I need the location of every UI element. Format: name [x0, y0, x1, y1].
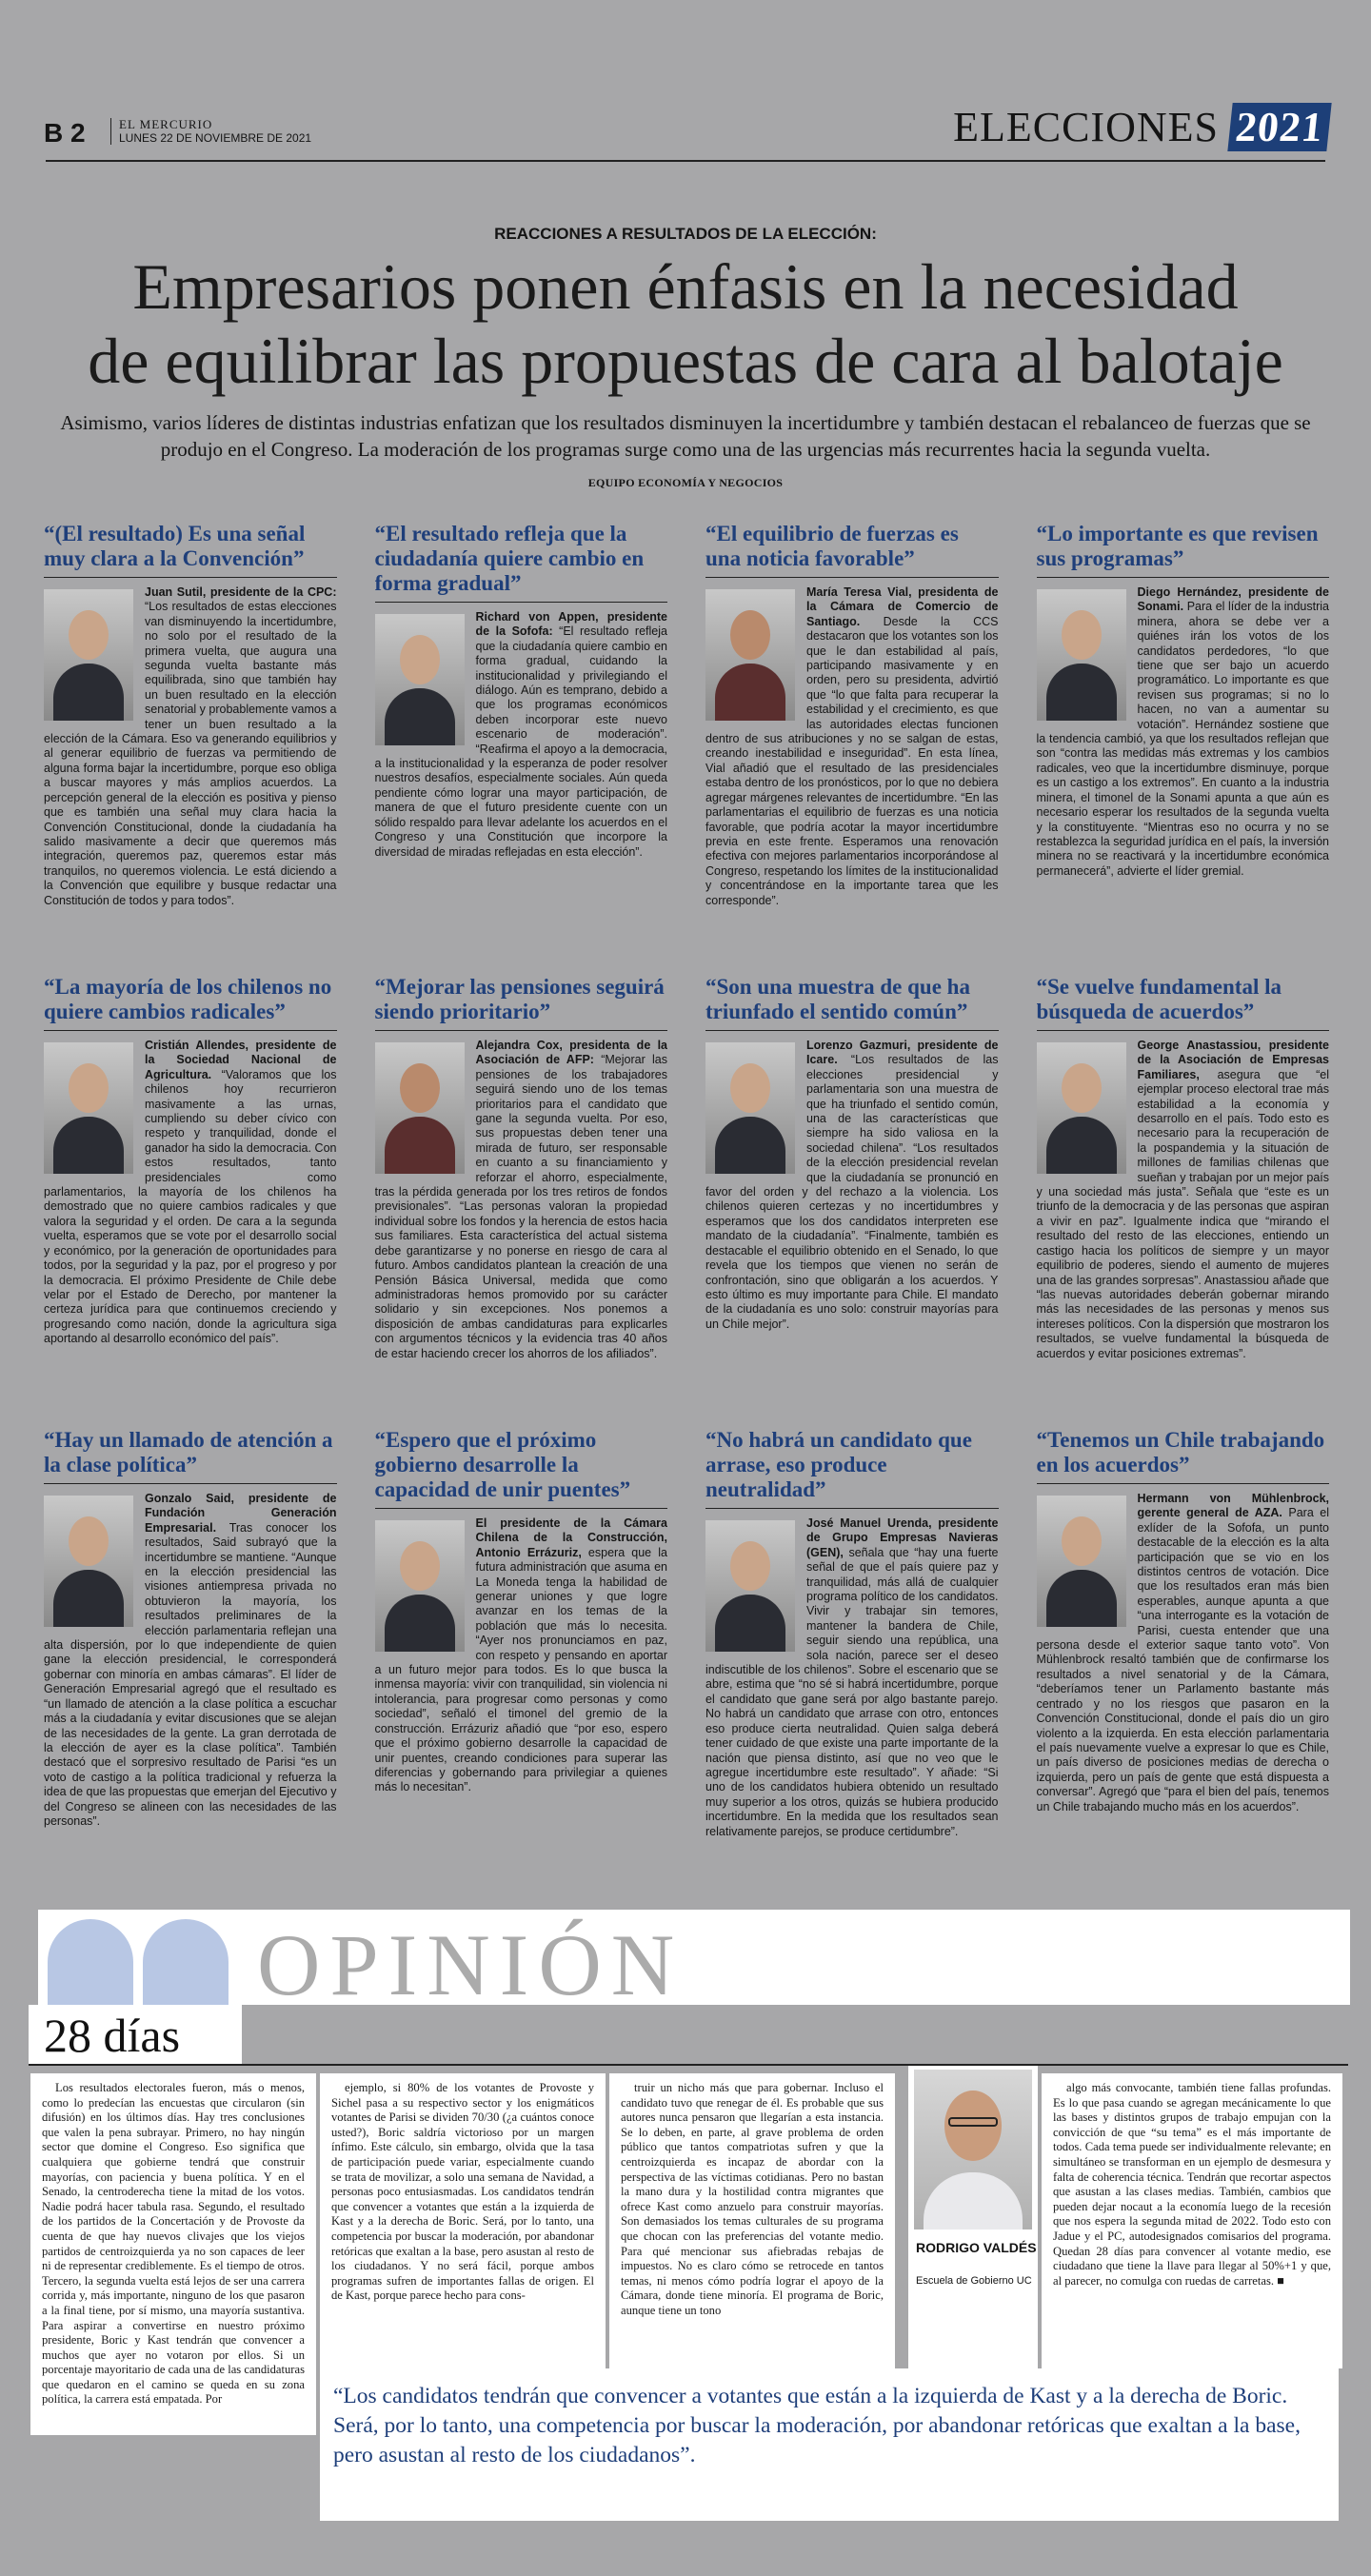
card-text: George Anastassiou, presidente de la Asociación de Empresas Familiares, asegura que “el ejemplar proceso electoral trae más estabilidad a la economía y desarrollo en el país. Todo esto es necesario para la recuperación de la pospandemia y la situación de millones de familias chilenas que sueñan y trabajan por un mejor país y una sociedad más justa”. Señala que “este es un triunfo de la democracia y de las personas que aspiran a vivir en paz”. Igualmente indica que “mirando el resultado del resto de las elecciones, entiendo un castigo hacia los políticos de siempre y un mayor equilibrio de poderes, siendo el aumento de mujeres una de las grandes sorpresas”. Anastassiou añade que “las nuevas autoridades deberán gobernar mirando más las necesidades de las personas y menos sus intereses políticos. Con la dispersión que mostraron los resultados, se vuelve fundamental la búsqueda de acuerdos y evitar posiciones extremas”.: [1036, 1039, 1329, 1360]
card-quote: “Son una muestra de que ha triunfado el sentido común”: [705, 975, 999, 1031]
opinion-column-1: Los resultados electorales fueron, más o menos, como lo predecían las encuestas que circularon (sin difusión) en los últimos días. Hay tres conclusiones que valen la pena subrayar. Primero, no hay ningún sector que domine el Congreso. Eso significa que cualquiera que gobierne tendrá que construir mayorías, con paciencia y buena política. Y en el Senado, la centroderecha tiene la mitad de los votos. Nadie podrá hacer tabula rasa. Segundo, el resultado de los partidos de la Concertación y de Provoste da cuenta de que hay nuevos clivajes que los viejos partidos de centroizquierda ya no son capaces de leer ni de representar crediblemente. Es el tiempo de otros. Tercero, la segunda vuelta está lejos de ser una carrera corrida y, más importante, ninguno de los que pasaron a la final tiene, por sí mismo, una mayoría sustantiva. Para aspirar a convertirse en nuestro próximo presidente, Boric y Kast tendrán que convencer a muchos que ayer no votaron por ellos. Si un porcentaje mayoritario de cada una de las candidaturas que quedaron en el camino se queda en su zona política, la carrera está empatada. Por: [30, 2073, 316, 2435]
card-quote: “El equilibrio de fuerzas es una noticia favorable”: [705, 522, 999, 578]
reaction-card: [375, 975, 668, 1428]
deck: Asimismo, varios líderes de distintas industrias enfatizan que los resultados disminuyen la incertidumbre y también destacan el rebalanceo de fuerzas que se produjo en el Congreso. La moderación de los programas surge como una de las urgencias más recurrentes hacia la segunda vuelta.: [60, 411, 1311, 461]
card-text: Diego Hernández, presidente de Sonami. Para el líder de la industria minera, ahora se debe ver a quiénes irán los votos de los candidatos perdedores, “lo que tiene que ser bajo un acuerdo programático. Lo importante es que revisen sus programas; si no lo hacen, no van a aumentar su votación”. Hernández sostiene que la tendencia cambió, ya que los resultados reflejan que son “contra las medidas más extremas y los cambios radicales, veo que la incertidumbre disminuye, porque es un castigo a los extremos”. En cuanto a la industria minera, el timonel de la Sonami apunta a que aún es necesario esperar los resultados de la segunda vuelta y la constituyente. “Mientras eso no ocurra y no se restablezca la seguridad jurídica en el país, la inversión minera no se reactivará y la incertidumbre económica permanecerá”, advierte el líder gremial.: [1036, 585, 1329, 878]
card-text: El presidente de la Cámara Chilena de la Construcción, Antonio Errázuriz, espera que la futura administración que asuma en La Moneda tenga la habilidad de generar uniones y que logre avanzar en los temas de la población que más lo necesita. “Ayer nos pronunciamos en paz, con respeto y pensando en aportar a un futuro mejor para todos. Es lo que busca la inmensa mayoría: vivir con tranquilidad, sin violencia ni intolerancia, para progresar como personas y como sociedad”, señaló el timonel del gremio de la construcción. Errázuriz añadió que “por eso, espero que el próximo gobierno desarrolle la capacidad de unir puentes, creando condiciones para superar las diferencias y gobernando para privilegiar a quienes más lo necesitan”.: [374, 1516, 667, 1794]
card-quote: “(El resultado) Es una señal muy clara a la Convención”: [44, 522, 337, 578]
portrait-photo: [705, 1042, 795, 1174]
reaction-card: [44, 522, 337, 975]
portrait-photo: [705, 589, 795, 721]
section-year: 2021: [1227, 103, 1331, 151]
reaction-card: [1037, 522, 1330, 975]
byline: EQUIPO ECONOMÍA Y NEGOCIOS: [587, 476, 784, 489]
card-source: George Anastassiou, presidente de la Asociación de Empresas Familiares,: [1137, 1039, 1329, 1081]
reaction-card: [705, 975, 999, 1428]
opinion-rule: [29, 2064, 1348, 2066]
portrait-photo: [705, 1520, 795, 1652]
card-quote: “Mejorar las pensiones seguirá siendo prioritario”: [375, 975, 668, 1031]
author-photo: [914, 2070, 1032, 2229]
reaction-card: [44, 975, 337, 1428]
card-quote: “Tenemos un Chile trabajando en los acuerdos”: [1037, 1428, 1330, 1484]
card-quote: “No habrá un candidato que arrase, eso produce neutralidad”: [705, 1428, 999, 1509]
reaction-card: [1037, 975, 1330, 1428]
card-quote: “Lo importante es que revisen sus programas”: [1037, 522, 1330, 578]
header-rule: [46, 160, 1325, 162]
card-quote: “La mayoría de los chilenos no quiere cambios radicales”: [44, 975, 337, 1031]
opinion-banner: [38, 1910, 1350, 2005]
author-affiliation: Escuela de Gobierno UC: [916, 2275, 1032, 2287]
reaction-card: [375, 522, 668, 975]
card-source: Alejandra Cox, presidenta de la Asociación de AFP:: [475, 1039, 667, 1067]
section-title: [953, 103, 1329, 151]
reaction-card: [1037, 1428, 1330, 1881]
card-source: El presidente de la Cámara Chilena de la Construcción, Antonio Errázuriz,: [475, 1516, 667, 1559]
opinion-logo-icon: [48, 1919, 257, 2005]
card-text: Lorenzo Gazmuri, presidente de Icare. “Los resultados de las elecciones presidencial y parlamentaria son una muestra de que ha triunfado el sentido común, una de las características que siempre ha sido valiosa en la sociedad chilena”. “Los resultados de la elección presidencial revelan que la ciudadanía se pronunció en favor del orden y del rechazo a la violencia. Los chilenos quieren certezas y no incertidumbres y esperamos que los dos candidatos interpreten ese mandato de la ciudadanía”. “Finalmente, también es destacable el equilibrio obtenido en el Senado, lo que revela que los tiempos que vienen no serán de confrontación, sino que obligarán a los acuerdos. Y esto último es muy importante para Chile. El mandato de la ciudadanía es uno solo: construir mayorías para un Chile mejor”.: [705, 1039, 999, 1331]
page-number: B 2: [44, 118, 86, 148]
card-text: Cristián Allendes, presidente de la Sociedad Nacional de Agricultura. “Valoramos que los chilenos hoy recurrieron masivamente a las urnas, cumpliendo su deber cívico con respeto y tranquilidad, donde el ganador ha sido la democracia. Con estos resultados, tanto presidenciales como parlamentarios, la mayoría de los chilenos ha demostrado que no quiere cambios radicales y que valora la seguridad y el orden. De cara a la segunda vuelta, esperamos que se vote por el desarrollo social y económico, por la generación de oportunidades para todos, por la seguridad y la paz, por el progreso y por la democracia. El próximo Presidente de Chile debe velar por el Estado de Derecho, por mantener la certeza jurídica para que continuemos creciendo y progresando como nación, donde la agricultura siga aportando al desarrollo económico del país”.: [44, 1039, 337, 1346]
opinion-column-3: truir un nicho más que para gobernar. Incluso el candidato tuvo que renegar de él. Es probable que sus autores nunca pensaron que llegarían a esta instancia. Se lo deben, en parte, al grave problema de orden público que tantos compatriotas sufren y que la centroizquierda es incapaz de abordar con la perspectiva de las víctimas cotidianas. Pero no bastan la mano dura y la hostilidad contra migrantes que ofrece Kast como anzuelo para construir mayorías. Son demasiados los temas culturales de su programa que chocan con las preferencias del votante medio. Para qué mencionar sus afiebradas rebajas de impuestos. No es claro cómo se retrocede en tantos temas, ni menos cómo podría lograr el apoyo de la Cámara, donde tiene minoría. El programa de Boric, aunque tiene un tono: [609, 2073, 895, 2368]
portrait-photo: [1037, 589, 1126, 721]
card-quote: “El resultado refleja que la ciudadanía quiere cambio en forma gradual”: [375, 522, 668, 603]
portrait-photo: [44, 1042, 133, 1174]
reaction-card: [705, 522, 999, 975]
portrait-photo: [375, 614, 465, 745]
card-text: José Manuel Urenda, presidente de Grupo Empresas Navieras (GEN), señala que “hay una fuerte señal de que el país quiere paz y tranquilidad, más allá de cualquier programa político de los candidatos. Vivir y trabajar sin temores, mantener la bandera de Chile, seguir siendo una república, una sola nación, parece ser el deseo indiscutible de los chilenos”. Sobre el escenario que se abre, estima que “no sé si habrá incertidumbre, porque el candidato que gane será por algo bastante parejo. No habrá un candidato que arrase con otro, entonces eso produce cierta neutralidad. Quien salga deberá tener cuidado de que existe una parte importante de la nación que piensa distinto, así que no veo que le agregue incertidumbre este resultado”. Y añade: “Si uno de los candidatos hubiera obtenido un resultado muy superior a los otros, quizás se hubiera producido incertidumbre. En la medida que los resultados sean relativamente parejos, se produce certidumbre”.: [705, 1516, 999, 1838]
card-text: Juan Sutil, presidente de la CPC: “Los resultados de estas elecciones van disminuyendo la incertidumbre, no solo por el resultado de la primera vuelta, que augura una segunda vuelta bastante más equilibrada, sino que también hay un buen resultado en la elección senatorial y probablemente vamos a tener un buen resultado a la elección de la Cámara. Eso va generando equilibrios y al generar equilibrio de fuerzas va permitiendo de alguna forma bajar la incertidumbre, porque eso obliga a buscar mayores y más amplios acuerdos. La percepción general de la elección es positiva y pienso que es también una señal muy clara hacia la Convención Constitucional, donde la ciudadanía ha salido masivamente a decir que queremos más integración, queremos paz, queremos estar más tranquilos, no queremos violencia. Le está diciendo a la Convención que equilibre y busque redactar una Constitución de todos y para todos”.: [44, 585, 337, 907]
card-text: Hermann von Mühlenbrock, gerente general de AZA. Para el exlíder de la Sofofa, un punto destacable de la elección es la alta participación que se vio en los distintos centros de votación. Dice que los resultados eran más bien esperables, aunque apunta a que “una interrogante es la votación de Parisi, cuesta entender que una persona desde el exterior saque tanto voto”. Von Mühlenbrock resaltó también que de confirmarse los resultados a nivel senatorial y de la Cámara, “deberíamos tener un Parlamento bastante más centrado y no los riesgos que pasaron en la Convención Constitucional, donde el país dio un giro violento a la izquierda. En esta elección parlamentaria el país nuevamente vuelve a expresar lo que es Chile, un país diverso de posiciones medias de derecha o izquierda, pero un país de gente que está dispuesta a conversar”. Agregó que “para el bien del país, tenemos un Chile trabajando mucho más en los acuerdos”.: [1036, 1492, 1329, 1813]
reaction-card: [44, 1428, 337, 1881]
author-name: RODRIGO VALDÉS: [916, 2240, 1037, 2255]
card-quote: “Se vuelve fundamental la búsqueda de acuerdos”: [1037, 975, 1330, 1031]
opinion-section-label: OPINIÓN: [257, 1916, 685, 2005]
portrait-photo: [1037, 1496, 1126, 1627]
card-source: Hermann von Mühlenbrock, gerente general de AZA.: [1137, 1492, 1329, 1520]
card-source: Juan Sutil, presidente de la CPC:: [145, 585, 337, 599]
headline: [38, 249, 1333, 398]
pullquote: “Los candidatos tendrán que convencer a votantes que están a la izquierda de Kast y a la derecha de Boric. Será, por lo tanto, una competencia por buscar la moderación, por abandonar retóricas que exaltan a la base, pero asustan al resto de los ciudadanos”.: [333, 2384, 1301, 2467]
section-name: ELECCIONES: [953, 104, 1219, 150]
portrait-photo: [44, 1496, 133, 1627]
issue-date: LUNES 22 DE NOVIEMBRE DE 2021: [119, 131, 312, 145]
reaction-card: [375, 1428, 668, 1881]
reactions-grid: [44, 522, 1329, 1881]
card-quote: “Hay un llamado de atención a la clase política”: [44, 1428, 337, 1484]
card-quote: “Espero que el próximo gobierno desarrolle la capacidad de unir puentes”: [375, 1428, 668, 1509]
opinion-column-4: algo más convocante, también tiene fallas profundas. Es lo que pasa cuando se agregan mecánicamente lo que las bases y distintos grupos de trabajo empujan con la convicción de que “su tema” es el más importante de todos. Cada tema puede ser individualmente relevante; en simultáneo se transforman en un ejemplo de desmesura y falta de coherencia técnica. Tendrán que recortar aspectos que asustan a las clases medias. También, cambios que pueden dejar nocaut a la economía luego de la recesión que nos espera la segunda mitad de 2022. Todo esto con Jadue y el PC, autodesignados comisarios del programa. Quedan 28 días para convencer al votante medio, ese ciudadano que tiene la llave para llegar al 50%+1 y que, al parecer, no comulga con ruedas de carretas. ■: [1042, 2073, 1342, 2368]
masthead: [110, 118, 311, 145]
card-source: Diego Hernández, presidente de Sonami.: [1137, 585, 1329, 614]
card-text: Richard von Appen, presidente de la Sofofa: “El resultado refleja que la ciudadanía quiere cambio en forma gradual, cuidando la institucionalidad y privilegiando el diálogo. Aún es temprano, debido a que los programas económicos deben incorporar este nuevo escenario de moderación”. “Reafirma el apoyo a la democracia, a la institucionalidad y la esperanza de poder resolver nuestros desafíos, especialmente sociales. Aún queda pendiente cómo lograr una mayor participación, de manera de que el futuro presidente cuente con un sólido respaldo para llevar adelante los acuerdos en el Congreso y una Constitución que incorpore la diversidad de miradas reflejadas en esta elección”.: [374, 610, 667, 859]
card-source: José Manuel Urenda, presidente de Grupo Empresas Navieras (GEN),: [806, 1516, 999, 1559]
card-source: Cristián Allendes, presidente de la Sociedad Nacional de Agricultura.: [145, 1039, 337, 1081]
newspaper-name: EL MERCURIO: [119, 117, 213, 131]
kicker: REACCIONES A RESULTADOS DE LA ELECCIÓN:: [494, 225, 877, 243]
headline-line-2: de equilibrar las propuestas de cara al balotaje: [88, 325, 1283, 397]
card-text: Alejandra Cox, presidenta de la Asociación de AFP: “Mejorar las pensiones de los trabajadores seguirá siendo uno de los temas prioritarios para el candidato que gane la segunda vuelta. Por eso, sus propuestas deben tener una mirada de futuro, ser responsable en cuanto a su financiamiento y reforzar el ahorro, especialmente, tras la pérdida generada por los tres retiros de fondos previsionales”. “Las personas valoran la propiedad individual sobre los fondos y la herencia de estos hacia sus familiares. Esta característica del actual sistema debe garantizarse y no ponerse en riesgo de cara al futuro. Ambos candidatos plantean la creación de una Pensión Básica Universal, medida que como administradoras hemos promovido por su carácter solidario y sin excepciones. Nos ponemos a disposición de ambas candidaturas para explicarles con argumentos técnicos y la evidencia tras 40 años de estar haciendo crecer los ahorros de los afiliados”.: [374, 1039, 667, 1360]
opinion-title-box: [29, 2005, 242, 2064]
opinion-title: 28 días: [44, 2009, 181, 2062]
headline-line-1: Empresarios ponen énfasis en la necesidad: [132, 250, 1239, 323]
opinion-column-2: ejemplo, si 80% de los votantes de Provoste y Sichel pasa a su respectivo sector y los enigmáticos votantes de Parisi se dividen 70/30 (¿a cuántos conoce usted?), Boric saldría victorioso por un margen ínfimo. Este cálculo, sin embargo, olvida que la tasa de participación puede variar, especialmente cuando se trata de movilizar, a solo una semana de Navidad, a personas poco entusiasmadas. Los candidatos tendrán que convencer a votantes que están a la izquierda de Kast y a la derecha de Boric. Será, por lo tanto, una competencia por buscar la moderación, por abandonar retóricas que exaltan a la base, pero asustan al resto de los ciudadanos. Y no será fácil, porque ambos programas sufren de importantes fallas de origen. El de Kast, porque parece hecho para cons-: [320, 2073, 606, 2368]
pullquote-box: [320, 2368, 1339, 2521]
portrait-photo: [375, 1042, 465, 1174]
card-source: María Teresa Vial, presidenta de la Cámara de Comercio de Santiago.: [806, 585, 999, 628]
card-source: Richard von Appen, presidente de la Sofofa:: [475, 610, 667, 639]
card-text: Gonzalo Said, presidente de Fundación Generación Empresarial. Tras conocer los resultados, Said subrayó que la incertidumbre se mantiene. “Aunque en la elección presidencial las visiones antiempresa privada no obtuvieron la mayoría, los resultados preliminares de la elección parlamentaria reflejan una alta dispersión, por lo que independiente de quien gane la elección presidencial, le corresponderá gobernar con minoría en ambas cámaras”. El líder de Generación Empresarial agregó que el resultado es “un llamado de atención a la clase política a escuchar más a la ciudadanía y evitar discusiones que se alejan de las necesidades de la gente. La gran derrotada de la elección de ayer es la clase política”. También destacó que el sorpresivo resultado de Parisi “es un voto de castigo a la política tradicional y refuerza la idea de que las propuestas que emerjan del Ejecutivo y del Congreso se alineen con las necesidades de las personas”.: [44, 1492, 337, 1828]
portrait-photo: [375, 1520, 465, 1652]
card-source: Lorenzo Gazmuri, presidente de Icare.: [806, 1039, 999, 1067]
portrait-photo: [1037, 1042, 1126, 1174]
portrait-photo: [44, 589, 133, 721]
reaction-card: [705, 1428, 999, 1881]
author-box: [908, 2066, 1038, 2380]
card-source: Gonzalo Said, presidente de Fundación Generación Empresarial.: [145, 1492, 337, 1535]
card-text: María Teresa Vial, presidenta de la Cámara de Comercio de Santiago. Desde la CCS destacaron que los votantes son los que le dan estabilidad al país, participando masivamente y en orden, pero su presidenta, advirtió que “lo que falta para recuperar la estabilidad y el crecimiento, es que las autoridades electas funcionen dentro de sus atribuciones y no se salgan de estas, creando inestabilidad e inseguridad”. En esta línea, Vial añadió que el resultado de las presidenciales estaba dentro de los pronósticos, por lo que no debiera agregar márgenes relevantes de incertidumbre. “En las parlamentarias el equilibrio de fuerzas es una noticia favorable, que podría acotar la mayor incertidumbre previa en este frente. Esperamos una renovación efectiva con mejores parlamentarios incorporándose al Congreso, respetando los límites de la institucionalidad y concentrándose en la importante tarea que les corresponde”.: [705, 585, 999, 907]
